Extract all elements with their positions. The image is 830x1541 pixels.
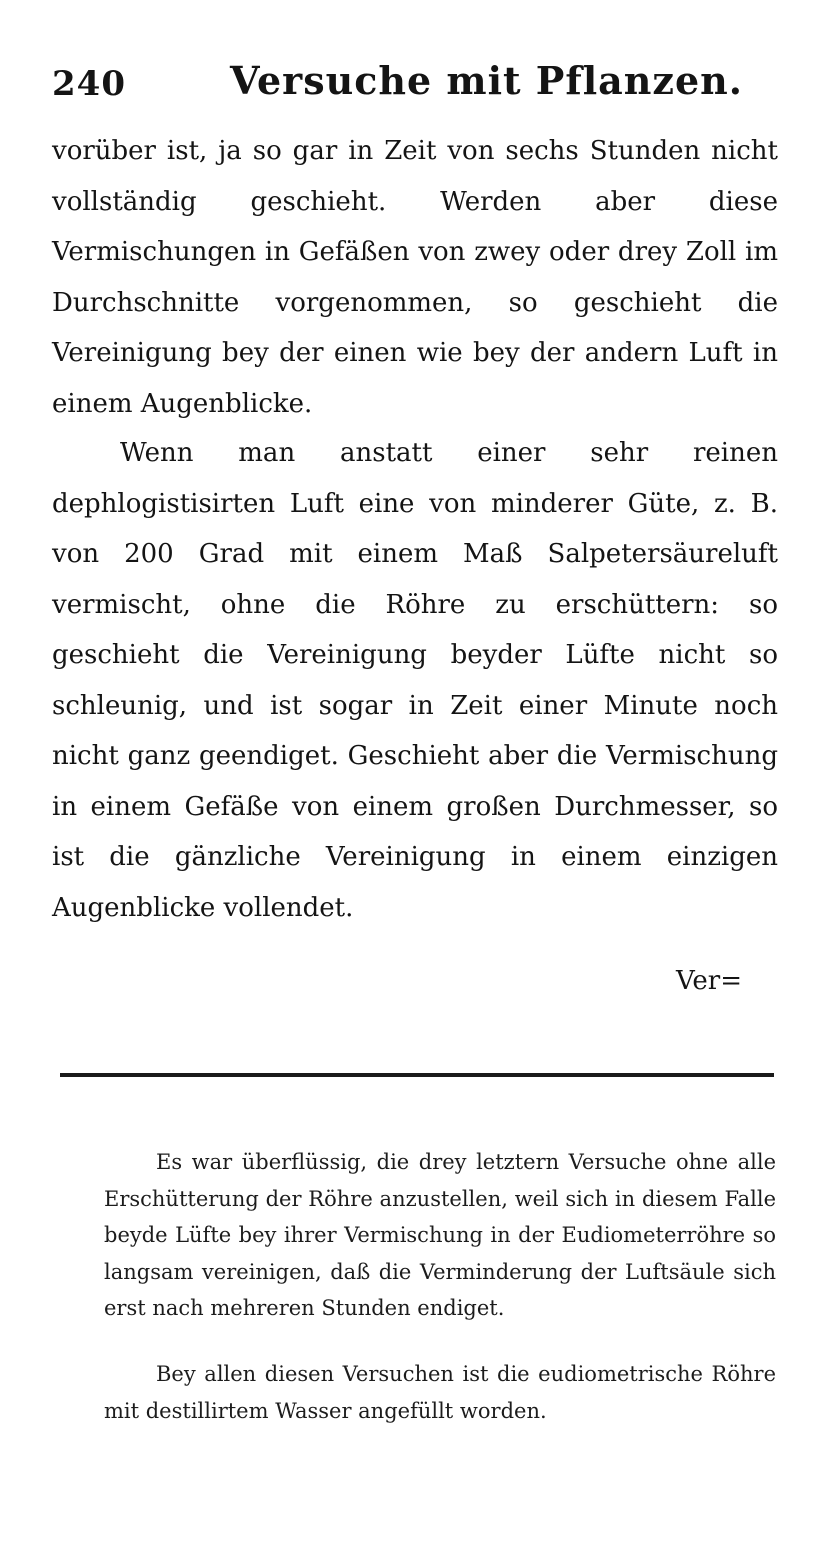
body-paragraph-2 [52, 428, 778, 933]
paragraph-text: Wenn man anstatt einer sehr reinen dephlogistisirten Luft eine von minderer Güte, z. B. von 200 Grad mit einem Maß Salpetersäureluft vermischt, ohne die Röhre zu erschüttern: so geschieht die Vereinigung beyder Lüfte nicht so schleunig, und ist sogar in Zeit einer Minute noch nicht ganz geendiget. Geschieht aber die Vermischung in einem Gefäße von einem großen Durchmesser, so ist die gänzliche Vereinigung in einem einzigen Augenblicke vollendet. [52, 438, 778, 923]
footnote-1 [104, 1144, 776, 1327]
footnote-divider [60, 1073, 774, 1077]
catchword: Ver= [676, 966, 742, 996]
body-paragraph-1 [52, 126, 778, 429]
footnote-2 [104, 1356, 776, 1429]
page-number: 240 [52, 64, 126, 104]
footnote-text: Bey allen diesen Versuchen ist die eudiometrische Röhre mit destillirtem Wasser angefüllt worden. [104, 1362, 776, 1423]
running-title: Versuche mit Pflanzen. [230, 58, 744, 103]
paragraph-text: vorüber ist, ja so gar in Zeit von sechs Stunden nicht vollständig geschieht. Werden aber diese Vermischungen in Gefäßen von zwey oder drey Zoll im Durchschnitte vorgenommen, so geschieht die Vereinigung bey der einen wie bey der andern Luft in einem Augenblicke. [52, 136, 778, 419]
page-header [52, 58, 778, 108]
footnote-text: Es war überflüssig, die drey letztern Versuche ohne alle Erschütterung der Röhre anzustellen, weil sich in diesem Falle beyde Lüfte bey ihrer Vermischung in der Eudiometerröhre so langsam vereinigen, daß die Verminderung der Luftsäule sich erst nach mehreren Stunden endiget. [104, 1150, 776, 1320]
